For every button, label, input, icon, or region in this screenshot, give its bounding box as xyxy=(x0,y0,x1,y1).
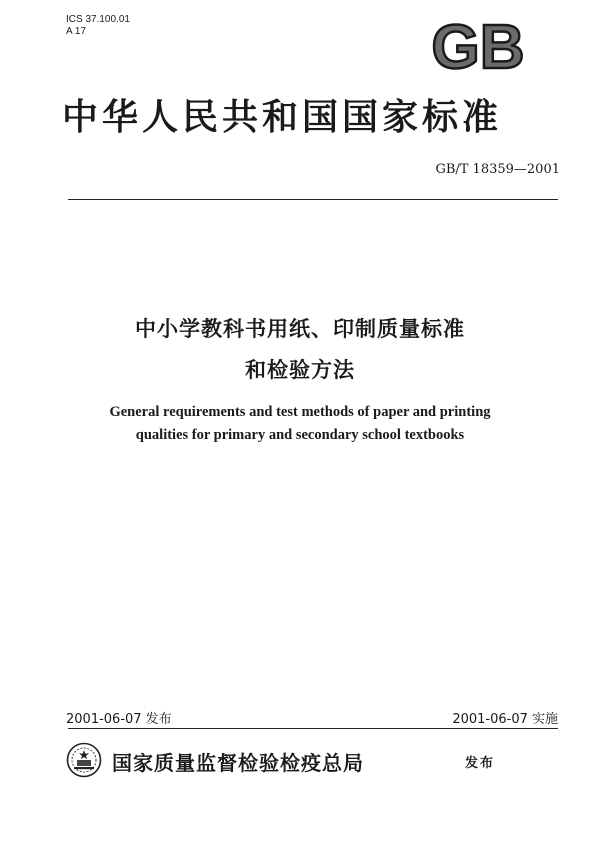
top-divider xyxy=(68,199,558,200)
bottom-divider xyxy=(68,728,558,729)
category-code: A 17 xyxy=(66,26,87,37)
ics-code: ICS 37.100.01 xyxy=(66,14,130,25)
english-title-line-1: General requirements and test methods of paper and printing xyxy=(109,404,491,420)
publish-label: 发布 xyxy=(465,756,496,771)
gb-logo xyxy=(422,16,534,76)
issuing-authority: 国家质量监督检验检疫总局 xyxy=(112,751,364,775)
chinese-title-line-2: 和检验方法 xyxy=(245,358,355,382)
national-standard-title: 中华人民共和国国家标准 xyxy=(62,97,503,138)
chinese-title-line-1: 中小学教科书用纸、印制质量标准 xyxy=(135,317,465,341)
english-title-line-2: qualities for primary and secondary school textbooks xyxy=(135,427,465,443)
implementation-date: 2001-06-07 实施 xyxy=(452,712,558,727)
gb-logo-text: GB xyxy=(431,16,525,76)
standard-number: GB/T 18359—2001 xyxy=(435,162,560,177)
classification-codes xyxy=(66,14,130,38)
issue-date: 2001-06-07 发布 xyxy=(66,712,172,727)
national-emblem-icon xyxy=(66,742,102,778)
